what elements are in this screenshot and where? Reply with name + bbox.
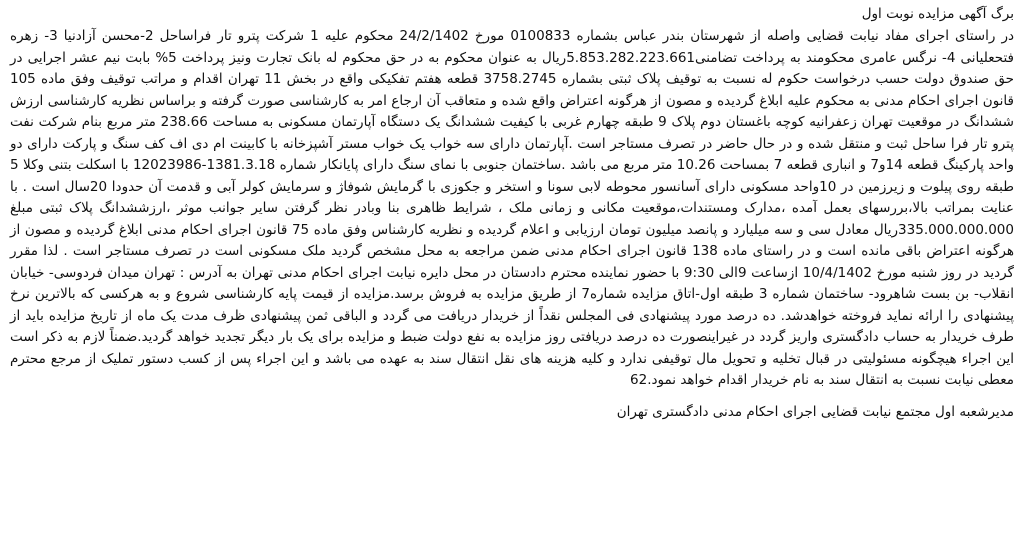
notice-title: برگ آگهی مزایده نوبت اول: [861, 6, 1014, 22]
notice-signature: مدیرشعبه اول مجتمع نیابت قضایی اجرای احکام مدنی دادگستری تهران: [616, 403, 1014, 420]
notice-body: در راستای اجرای مفاد نیابت قضایی واصله از شهرستان بندر عباس بشماره 0100833 مورخ 24/2/1402 محکوم علیه 1 شرکت پترو تار فراساحل 2-محسن آزادنیا 3- زهره فتحعلیانی 4- نرگس عامری محکومند به پرداخت تضامنی5.853.282.223.661ریال به عنوان محکوم به در حق محکوم له بانک تجارت ونیز پرداخت 5% بابت نیم عشر اجرایی در حق صندوق دولت حسب درخواست حکوم له نسبت به توقیف پلاک ثبتی بشماره 3758.2745 قطعه هفتم تفکیکی واقع در بخش 11 تهران اقدام و مراتب توقیف وفق ماده 105 قانون اجرای احکام مدنی به محکوم علیه ابلاغ گردیده و مصون از هرگونه اعتراض واقع شده و متعاقب آن ارجاع امر به کارشناسی صورت گرفته و براساس نظریه کارشناسی ارزش ششدانگ در موقعیت تهران زعفرانیه کوچه باغستان دوم پلاک 9 طبقه چهارم غربی با کیفیت ششدانگ یک دستگاه آپارتمان مسکونی به مساحت 238.66 متر مربع بنام شرکت نفت پترو تار فرا ساحل ثبت و منتقل شده و در حال حاضر در تصرف مستاجر است .آپارتمان دارای سه خواب یک خواب مستر آشپزخانه با کابینت ام دی اف کف سنگ و پارکت دارای دو واحد پارکینگ قطعه 14و7 و انباری قطعه 7 بمساحت 10.26 متر مربع می باشد .ساختمان جنوبی با نمای سنگ دارای پایانکار شماره 1381.3.18-12023986 با اسکلت بتنی وکلا 5 طبقه روی پیلوت و زیرزمین در 10واحد مسکونی دارای آسانسور محوطه لابی سونا و استخر و جکوزی با گرمایش شوفاژ و سرمایش کولر آبی و قدمت آن حدودا 20سال است . با عنایت بمراتب بالا،بررسهای بعمل آمده ،مدارک ومستندات،موقعیت مکانی و زمانی ملک ، شرایط ظاهری بنا وبادر نظر گرفتن سایر جوانب موثر ،ارزششدانگ پلاک ثبتی مبلغ 335.000.000.000ریال معادل سی و سه میلیارد و پانصد میلیون تومان ارزیابی و اعلام گردیده و نظریه کارشناس وفق ماده 75 قانون اجرای احکام مدنی ابلاغ گردیده و مصون از هرگونه اعتراض باقی مانده است و در راستای ماده 138 قانون اجرای احکام مدنی ضمن مراجعه به محل مشخص گردید ملک مسکونی است در تصرف مستاجر است . لذا مقرر گردید در روز شنبه مورخ 10/4/1402 ازساعت 9الی 9:30 با حضور نماینده محترم دادستان در محل دایره نیابت اجرای احکام مدنی تهران به آدرس : تهران میدان فردوسی- خیابان انقلاب- بن بست شاهرود- ساختمان شماره 3 طبقه اول-اتاق مزایده شماره7 از طریق مزایده به فروش برسد.مزایده از قیمت پایه کارشناسی شروع و به هرکسی که بالاترین نرخ پیشنهادی را ارائه نماید فروخته خواهدشد. ده درصد مورد پیشنهادی فی المجلس نقداً از خریدار دریافت می گردد و الباقی ثمن پیشنهادی ظرف مدت یک ماه از تاریخ مزایده باید از طرف خریدار به حساب دادگستری واریز گردد در غیراینصورت ده درصد دریافتی روز مزایده به نفع دولت ضبط و مزایده برای یک بار دیگر تجدید خواهد گردید.ضمناً لازم به ذکر است این اجراء هیچگونه مسئولیتی در قبال تخلیه و تحویل مال توقیفی ندارد و کلیه هزینه های نقل انتقال سند به عهده می باشد و این اجراء پس از کسب دستور تملیک از مرجع محترم معطی نیابت نسبت به انتقال سند به نام خریدار اقدام خواهد نمود.62: [10, 28, 1015, 388]
